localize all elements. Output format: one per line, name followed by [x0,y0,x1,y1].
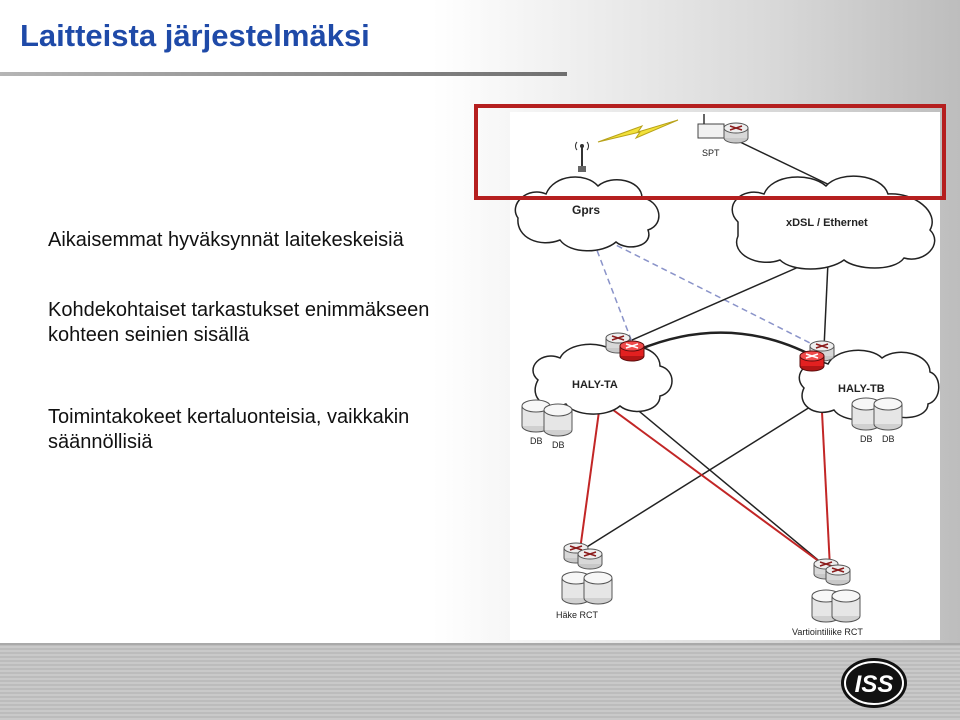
haly-ta-cloud [533,344,672,414]
slide-title: Laitteista järjestelmäksi [20,18,370,53]
spt-label: SPT [702,148,720,158]
vartio-label: Vartiointiliike RCT [792,627,863,637]
bullet-3-line-1: Toimintakokeet kertaluonteisia, vaikkakin [48,406,410,428]
tb-db-2-label: DB [882,434,895,444]
bullet-3-line-2: säännöllisiä [48,431,153,453]
haly-tb-label: HALY-TB [838,383,885,395]
tb-db-2-icon [874,398,902,430]
link-xdsl-ta [632,262,810,340]
link-xdsl-tb [824,262,828,348]
title-underline [0,72,567,76]
bullet-1-line-1: Aikaisemmat hyväksynnät laitekeskeisiä [48,229,404,251]
bullet-2-line-1: Kohdekohtaiset tarkastukset enimmäkseen [48,299,430,321]
hake-site [556,543,612,620]
ta-router-red-icon [620,341,644,361]
footer-band [0,643,960,720]
footer-divider [0,643,960,645]
link-ta-tb [638,333,815,357]
hake-router-2-icon [578,549,602,569]
vartio-db-2-icon [832,590,860,622]
tb-router-red-icon [800,351,824,371]
iss-logo [838,655,910,711]
red-link-tb-vartio [822,412,830,568]
gprs-label: Gprs [572,203,601,217]
bullet-2-line-2: kohteen seinien sisällä [48,324,250,346]
red-link-ta-hake [580,404,600,550]
xdsl-label: xDSL / Ethernet [786,217,868,229]
haly-ta-label: HALY-TA [572,379,618,391]
ta-db-2-icon [544,404,572,436]
hake-label: Häke RCT [556,610,599,620]
iss-logo-text: ISS [854,671,894,698]
vartio-site [792,559,863,637]
bullet-2 [48,298,429,348]
bullet-1 [48,228,404,253]
highlight-frame [474,104,946,200]
vartio-router-2-icon [826,565,850,585]
tb-db-1-label: DB [860,434,873,444]
ta-db-1-label: DB [530,436,543,446]
bullet-3 [48,405,409,455]
hake-db-2-icon [584,572,612,604]
ta-db-2-label: DB [552,440,565,450]
red-link-ta-vartio [605,404,828,568]
